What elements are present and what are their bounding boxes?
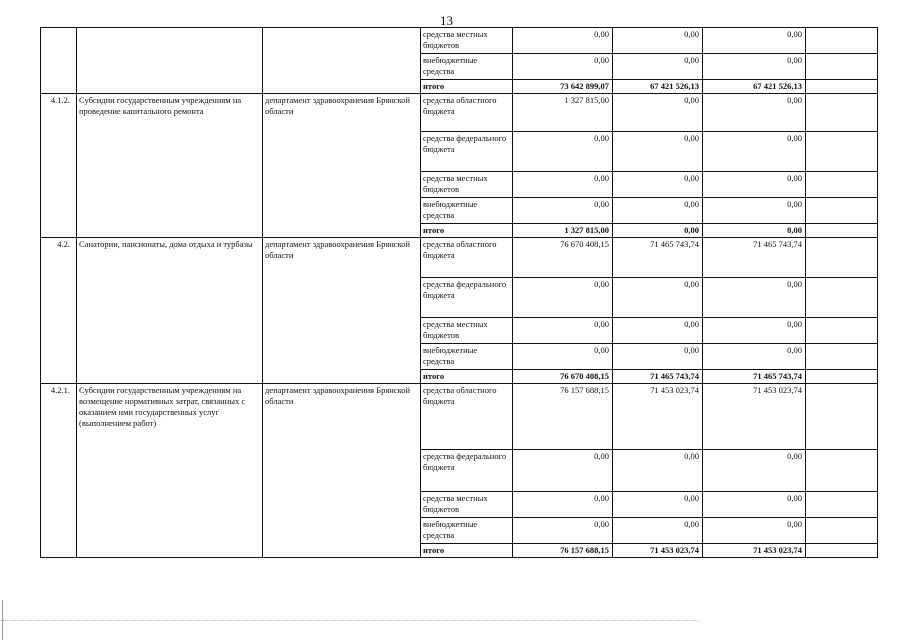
amount-year-1: 0,00: [513, 54, 613, 80]
empty-cell: [806, 132, 878, 172]
item-department: департамент здравоохранения Брянской области: [263, 238, 421, 384]
amount-year-2: 0,00: [613, 132, 703, 172]
funding-source: средства федерального бюджета: [421, 278, 513, 318]
item-department: департамент здравоохранения Брянской области: [263, 384, 421, 558]
table-row: [41, 384, 878, 450]
empty-cell: [806, 224, 878, 238]
amount-year-3: 0,00: [703, 450, 806, 492]
amount-year-1: 0,00: [513, 28, 613, 54]
funding-source: итого: [421, 80, 513, 94]
amount-year-1: 73 642 899,07: [513, 80, 613, 94]
amount-year-1: 76 157 688,15: [513, 384, 613, 450]
empty-cell: [806, 94, 878, 132]
amount-year-2: 0,00: [613, 492, 703, 518]
funding-source: средства областного бюджета: [421, 94, 513, 132]
table-row: [41, 28, 878, 54]
amount-year-2: 0,00: [613, 172, 703, 198]
item-name: Субсидии государственным учреждениям на проведение капитального ремонта: [77, 94, 263, 238]
empty-cell: [806, 278, 878, 318]
funding-source: средства федерального бюджета: [421, 450, 513, 492]
amount-year-2: 0,00: [613, 198, 703, 224]
item-code: [41, 28, 77, 94]
funding-source: внебюджетные средства: [421, 198, 513, 224]
scan-edge-mark: [2, 600, 3, 640]
amount-year-3: 0,00: [703, 94, 806, 132]
amount-year-3: 0,00: [703, 28, 806, 54]
amount-year-2: 0,00: [613, 224, 703, 238]
empty-cell: [806, 518, 878, 544]
amount-year-3: 0,00: [703, 492, 806, 518]
item-code: 4.2.1.: [41, 384, 77, 558]
amount-year-2: 0,00: [613, 28, 703, 54]
amount-year-1: 0,00: [513, 344, 613, 370]
funding-source: внебюджетные средства: [421, 344, 513, 370]
item-code: 4.1.2.: [41, 94, 77, 238]
funding-source: средства местных бюджетов: [421, 172, 513, 198]
amount-year-3: 67 421 526,13: [703, 80, 806, 94]
empty-cell: [806, 370, 878, 384]
amount-year-1: 76 670 408,15: [513, 370, 613, 384]
empty-cell: [806, 544, 878, 558]
amount-year-3: 71 465 743,74: [703, 370, 806, 384]
amount-year-3: 0,00: [703, 172, 806, 198]
amount-year-2: 71 453 023,74: [613, 544, 703, 558]
amount-year-3: 0,00: [703, 344, 806, 370]
amount-year-3: 0,00: [703, 198, 806, 224]
amount-year-2: 0,00: [613, 278, 703, 318]
amount-year-1: 76 670 408,15: [513, 238, 613, 278]
amount-year-3: 71 453 023,74: [703, 544, 806, 558]
amount-year-1: 0,00: [513, 132, 613, 172]
amount-year-3: 0,00: [703, 278, 806, 318]
funding-source: итого: [421, 224, 513, 238]
amount-year-2: 67 421 526,13: [613, 80, 703, 94]
amount-year-1: 0,00: [513, 450, 613, 492]
budget-table: [40, 27, 878, 558]
page-number: 13: [440, 13, 453, 28]
table-row: [41, 238, 878, 278]
empty-cell: [806, 54, 878, 80]
amount-year-2: 71 453 023,74: [613, 384, 703, 450]
amount-year-1: 0,00: [513, 492, 613, 518]
amount-year-2: 0,00: [613, 518, 703, 544]
empty-cell: [806, 384, 878, 450]
amount-year-3: 0,00: [703, 224, 806, 238]
amount-year-1: 76 157 688,15: [513, 544, 613, 558]
funding-source: внебюджетные средства: [421, 518, 513, 544]
item-name: Санатории, пансионаты, дома отдыха и турбазы: [77, 238, 263, 384]
amount-year-1: 1 327 815,00: [513, 94, 613, 132]
empty-cell: [806, 172, 878, 198]
funding-source: итого: [421, 370, 513, 384]
empty-cell: [806, 344, 878, 370]
amount-year-2: 71 465 743,74: [613, 370, 703, 384]
amount-year-3: 71 465 743,74: [703, 238, 806, 278]
funding-source: средства местных бюджетов: [421, 492, 513, 518]
amount-year-2: 0,00: [613, 54, 703, 80]
scan-artifact-line: [0, 620, 700, 621]
funding-source: средства местных бюджетов: [421, 318, 513, 344]
funding-source: средства местных бюджетов: [421, 28, 513, 54]
amount-year-3: 0,00: [703, 518, 806, 544]
funding-source: внебюджетные средства: [421, 54, 513, 80]
table-body: [41, 28, 878, 558]
amount-year-1: 0,00: [513, 278, 613, 318]
amount-year-2: 71 465 743,74: [613, 238, 703, 278]
amount-year-2: 0,00: [613, 344, 703, 370]
empty-cell: [806, 450, 878, 492]
item-department: [263, 28, 421, 94]
amount-year-1: 0,00: [513, 518, 613, 544]
amount-year-1: 0,00: [513, 198, 613, 224]
amount-year-2: 0,00: [613, 318, 703, 344]
amount-year-3: 71 453 023,74: [703, 384, 806, 450]
amount-year-1: 1 327 815,00: [513, 224, 613, 238]
empty-cell: [806, 28, 878, 54]
amount-year-2: 0,00: [613, 94, 703, 132]
item-department: департамент здравоохранения Брянской области: [263, 94, 421, 238]
item-name: Субсидии государственным учреждениям на возмещение нормативных затрат, связанных с оказанием ими государственных услуг (выполнением работ): [77, 384, 263, 558]
empty-cell: [806, 80, 878, 94]
amount-year-3: 0,00: [703, 132, 806, 172]
amount-year-3: 0,00: [703, 318, 806, 344]
funding-source: средства областного бюджета: [421, 238, 513, 278]
item-code: 4.2.: [41, 238, 77, 384]
funding-source: итого: [421, 544, 513, 558]
empty-cell: [806, 238, 878, 278]
empty-cell: [806, 318, 878, 344]
amount-year-3: 0,00: [703, 54, 806, 80]
funding-source: средства федерального бюджета: [421, 132, 513, 172]
item-name: [77, 28, 263, 94]
funding-source: средства областного бюджета: [421, 384, 513, 450]
amount-year-1: 0,00: [513, 318, 613, 344]
empty-cell: [806, 492, 878, 518]
amount-year-2: 0,00: [613, 450, 703, 492]
table-row: [41, 94, 878, 132]
amount-year-1: 0,00: [513, 172, 613, 198]
empty-cell: [806, 198, 878, 224]
